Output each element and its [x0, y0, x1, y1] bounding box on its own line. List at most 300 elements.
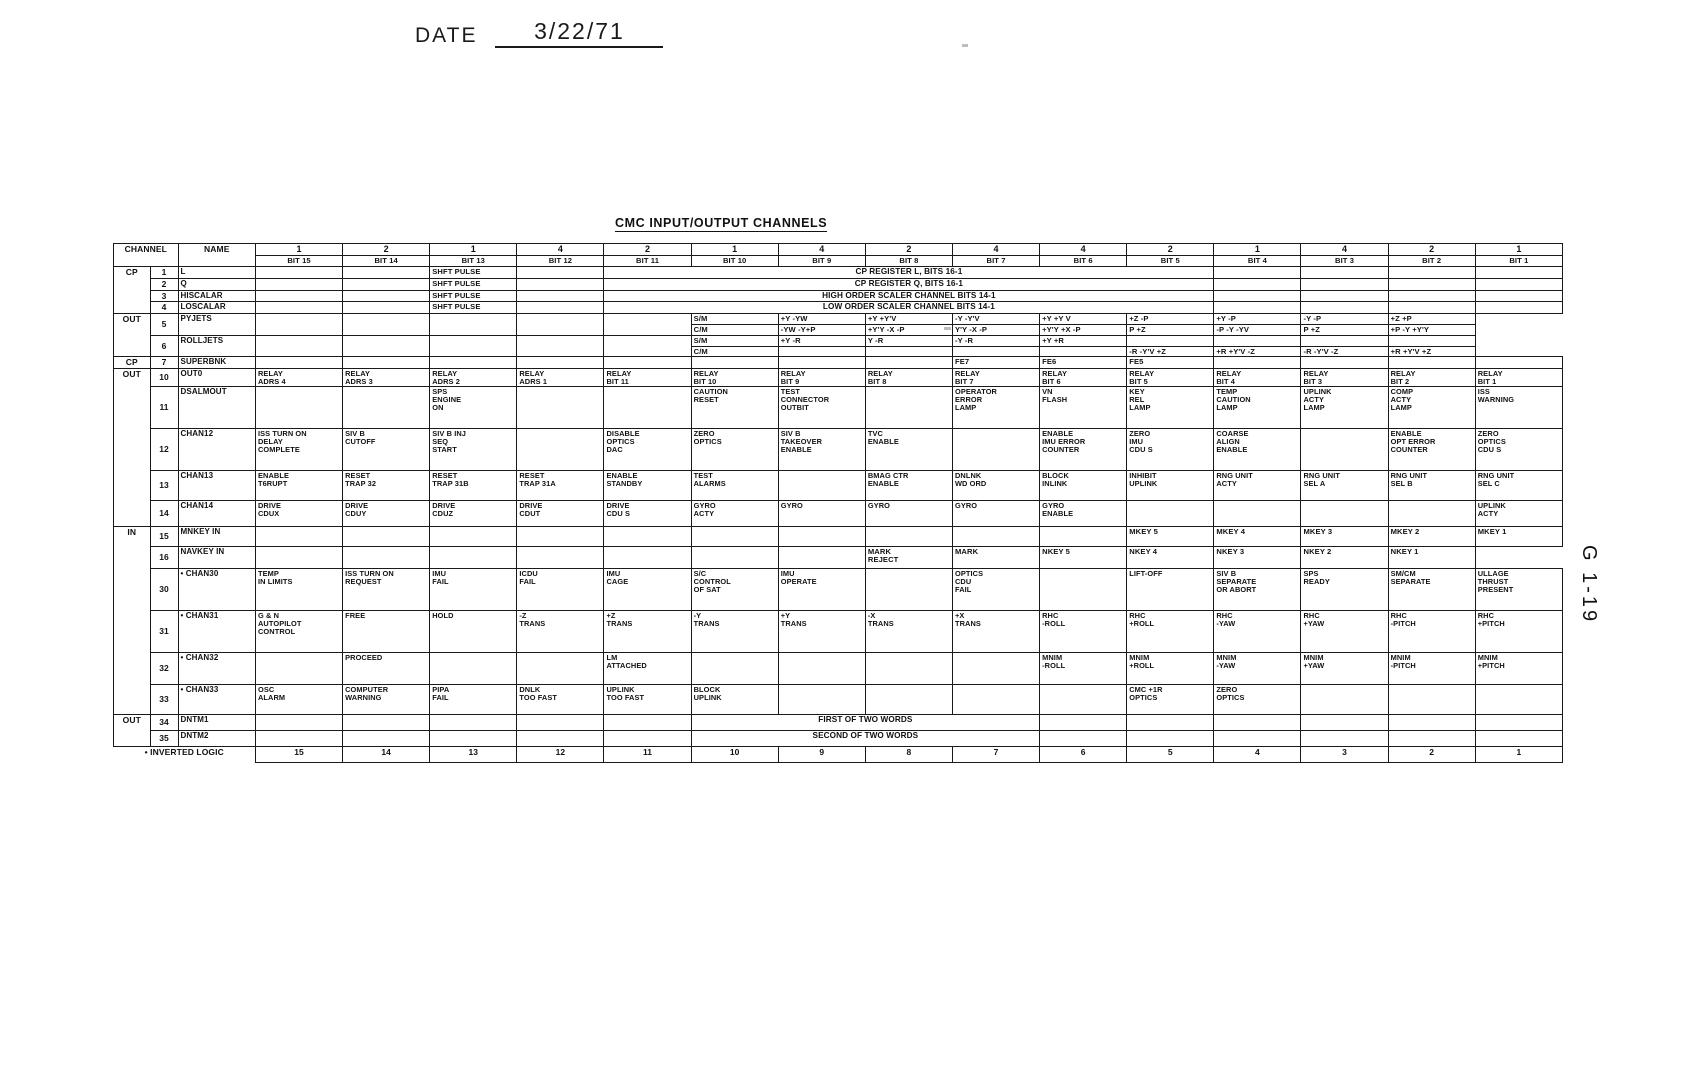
scan-speck: [944, 327, 951, 330]
cell-jet: +Y -R: [778, 335, 865, 346]
cell-empty: [517, 302, 604, 314]
cell-mnkey: [691, 527, 778, 547]
cell-dsalmout: OPERATOR ERROR LAMP: [952, 387, 1039, 429]
cell-relay: RELAY BIT 11: [604, 369, 691, 387]
cell-chan30: IMU CAGE: [604, 569, 691, 611]
footer-bit-9: 9: [778, 747, 865, 763]
cell-superbnk: [865, 357, 952, 369]
channel-name: • CHAN33: [178, 685, 255, 715]
group-label-out1: OUT: [114, 314, 151, 357]
cell-dsalmout: CAUTION RESET: [691, 387, 778, 429]
cell-empty: [343, 314, 430, 336]
channel-number: 4: [150, 302, 178, 314]
bit-label-8: BIT 8: [865, 256, 952, 267]
cell-chan14: DRIVE CDUZ: [430, 501, 517, 527]
bit-label-2: BIT 2: [1388, 256, 1475, 267]
channel-name: • CHAN30: [178, 569, 255, 611]
cell-empty: [255, 302, 342, 314]
cell-jet: +Z -P: [1127, 314, 1214, 325]
cell-navkey: [430, 547, 517, 569]
channel-name: CHAN12: [178, 429, 255, 471]
cell-empty: [1040, 731, 1127, 747]
cell-empty: [1388, 715, 1475, 731]
cell-chan13: TEST ALARMS: [691, 471, 778, 501]
cell-chan14: GYRO: [778, 501, 865, 527]
cell-chan12: ENABLE IMU ERROR COUNTER: [1040, 429, 1127, 471]
cell-chan33: [1475, 685, 1562, 715]
cell-chan30: [1040, 569, 1127, 611]
channel-number: 3: [150, 290, 178, 302]
channel-name: Q: [178, 278, 255, 290]
cell-jet: [1301, 335, 1388, 346]
cell-mnkey: MKEY 4: [1214, 527, 1301, 547]
cell-empty: [343, 335, 430, 357]
cell-jet: +Y +Y'V: [865, 314, 952, 325]
cell-empty: [1301, 290, 1388, 302]
cell-chan32: MNIM -ROLL: [1040, 653, 1127, 685]
footer-row-bit-numbers: [114, 747, 1563, 763]
cell-chan12: DISABLE OPTICS DAC: [604, 429, 691, 471]
channel-number: 14: [150, 501, 178, 527]
cell-navkey: NKEY 2: [1301, 547, 1388, 569]
scan-speck: [962, 44, 968, 47]
cell-chan31: RHC -YAW: [1214, 611, 1301, 653]
cell-jet: P +Z: [1127, 324, 1214, 335]
bit-number-13: 1: [430, 244, 517, 256]
cell-chan12: [517, 429, 604, 471]
cell-empty: [343, 302, 430, 314]
cell-chan31: -Y TRANS: [691, 611, 778, 653]
footer-bit-4: 4: [1214, 747, 1301, 763]
channel-name: SUPERBNK: [178, 357, 255, 369]
cell-jet: P +Z: [1301, 324, 1388, 335]
header-channel: CHANNEL: [114, 244, 179, 267]
channel-number: 11: [150, 387, 178, 429]
cell-chan30: ULLAGE THRUST PRESENT: [1475, 569, 1562, 611]
channel-number: 13: [150, 471, 178, 501]
table-row: [114, 278, 1563, 290]
cell-relay: RELAY ADRS 3: [343, 369, 430, 387]
cell-jet: [1388, 335, 1475, 346]
footer-bit-6: 6: [1040, 747, 1127, 763]
cell-empty: [343, 731, 430, 747]
cell-empty: [1127, 731, 1214, 747]
cell-chan33: [865, 685, 952, 715]
footer-bit-1: 1: [1475, 747, 1562, 763]
cell-dsalmout: [865, 387, 952, 429]
cell-jet: +Y +R: [1040, 335, 1127, 346]
cell-empty: [343, 278, 430, 290]
cell-empty: [430, 314, 517, 336]
cell-register-span: CP REGISTER Q, BITS 16-1: [604, 278, 1214, 290]
cell-chan30: IMU OPERATE: [778, 569, 865, 611]
cell-chan13: ENABLE T6RUPT: [255, 471, 342, 501]
cell-chan30: S/C CONTROL OF SAT: [691, 569, 778, 611]
cell-chan14: DRIVE CDU S: [604, 501, 691, 527]
channel-name: DNTM1: [178, 715, 255, 731]
group-label-cp1: CP: [114, 267, 151, 314]
cell-sim-label: S/M: [691, 314, 778, 325]
cell-empty: [343, 267, 430, 279]
cell-chan32: MNIM +ROLL: [1127, 653, 1214, 685]
cell-jet: +Y +Y V: [1040, 314, 1127, 325]
cell-jet: Y -R: [865, 335, 952, 346]
bit-label-10: BIT 10: [691, 256, 778, 267]
cell-empty: [604, 314, 691, 336]
channel-name: • CHAN31: [178, 611, 255, 653]
cell-superbnk: [1301, 357, 1388, 369]
cell-chan13: RNG UNIT ACTY: [1214, 471, 1301, 501]
cell-dsalmout: ISS WARNING: [1475, 387, 1562, 429]
cell-mnkey: [1040, 527, 1127, 547]
cell-navkey: NKEY 3: [1214, 547, 1301, 569]
cell-empty: [517, 715, 604, 731]
cell-chan13: RNG UNIT SEL C: [1475, 471, 1562, 501]
cell-mnkey: MKEY 3: [1301, 527, 1388, 547]
header-row-bit-numbers: [114, 244, 1563, 256]
cell-empty: [1214, 290, 1301, 302]
cell-downlink-word: FIRST OF TWO WORDS: [691, 715, 1040, 731]
cell-empty: [1127, 715, 1214, 731]
cell-chan14: [1388, 501, 1475, 527]
table-row: [114, 369, 1563, 387]
cell-relay: RELAY BIT 1: [1475, 369, 1562, 387]
cell-relay: RELAY BIT 8: [865, 369, 952, 387]
cell-empty: [255, 290, 342, 302]
bit-number-4: 1: [1214, 244, 1301, 256]
cell-chan14: DRIVE CDUX: [255, 501, 342, 527]
channel-name: CHAN13: [178, 471, 255, 501]
channel-number: 16: [150, 547, 178, 569]
cell-empty: [343, 715, 430, 731]
footer-bit-13: 13: [430, 747, 517, 763]
cell-chan13: [778, 471, 865, 501]
cell-shift-pulse: SHFT PULSE: [430, 290, 517, 302]
cell-chan12: TVC ENABLE: [865, 429, 952, 471]
cell-superbnk: [691, 357, 778, 369]
cell-dsalmout: UPLINK ACTY LAMP: [1301, 387, 1388, 429]
cell-jet: +Y -YW: [778, 314, 865, 325]
cell-navkey-mark-reject: MARK REJECT: [865, 547, 952, 569]
cell-empty: [1301, 267, 1388, 279]
date-value: 3/22/71: [495, 18, 663, 48]
cell-jet: -Y -R: [952, 335, 1039, 346]
cell-chan32: [517, 653, 604, 685]
cell-chan31: +X TRANS: [952, 611, 1039, 653]
cell-chan12: SIV B INJ SEQ START: [430, 429, 517, 471]
cell-jet: -Y -P: [1301, 314, 1388, 325]
channel-name: • CHAN32: [178, 653, 255, 685]
cell-chan31: RHC -PITCH: [1388, 611, 1475, 653]
footer-bit-8: 8: [865, 747, 952, 763]
bit-number-11: 2: [604, 244, 691, 256]
cell-chan31: +Z TRANS: [604, 611, 691, 653]
cell-dsalmout: TEST CONNECTOR OUTBIT: [778, 387, 865, 429]
cell-dsalmout: COMP ACTY LAMP: [1388, 387, 1475, 429]
cell-chan13: DNLNK WD ORD: [952, 471, 1039, 501]
cell-jet: -Y -Y'V: [952, 314, 1039, 325]
bit-number-6: 4: [1040, 244, 1127, 256]
cell-jet: [1214, 335, 1301, 346]
cell-navkey: [604, 547, 691, 569]
cell-empty: [1301, 715, 1388, 731]
cell-chan12: ENABLE OPT ERROR COUNTER: [1388, 429, 1475, 471]
table-row: [114, 302, 1563, 314]
cell-chan13: BLOCK INLINK: [1040, 471, 1127, 501]
channel-name: PYJETS: [178, 314, 255, 336]
cell-dsalmout: [343, 387, 430, 429]
cell-chan12: ZERO OPTICS: [691, 429, 778, 471]
cell-superbnk: [1214, 357, 1301, 369]
page-number-mark: G 1-19: [1578, 545, 1600, 625]
group-label-out3: OUT: [114, 715, 151, 747]
cell-chan31: RHC +YAW: [1301, 611, 1388, 653]
cell-jet: -R -Y'V -Z: [1301, 346, 1388, 357]
group-label-out2: OUT: [114, 369, 151, 527]
cell-navkey: NKEY 5: [1040, 547, 1127, 569]
cell-mnkey: MKEY 5: [1127, 527, 1214, 547]
cell-chan33: CMC +1R OPTICS: [1127, 685, 1214, 715]
table-row: [114, 314, 1563, 325]
cell-chan13: RESET TRAP 31A: [517, 471, 604, 501]
cell-superbnk: FE5: [1127, 357, 1214, 369]
bit-number-3: 4: [1301, 244, 1388, 256]
cell-empty: [604, 731, 691, 747]
bit-number-8: 2: [865, 244, 952, 256]
cell-chan14: [1127, 501, 1214, 527]
cell-relay: RELAY BIT 9: [778, 369, 865, 387]
channel-name: OUT0: [178, 369, 255, 387]
cell-empty: [1388, 731, 1475, 747]
cell-chan13: ENABLE STANDBY: [604, 471, 691, 501]
channel-name: LOSCALAR: [178, 302, 255, 314]
cell-relay: RELAY BIT 10: [691, 369, 778, 387]
cell-chan30: [865, 569, 952, 611]
channel-name: L: [178, 267, 255, 279]
cell-chan30: SPS READY: [1301, 569, 1388, 611]
cell-empty: [517, 267, 604, 279]
cell-empty: [1214, 731, 1301, 747]
cell-jet: -R -Y'V +Z: [1127, 346, 1214, 357]
cell-chan30: SM/CM SEPARATE: [1388, 569, 1475, 611]
cell-chan14: [1214, 501, 1301, 527]
bit-number-12: 4: [517, 244, 604, 256]
footer-bit-11: 11: [604, 747, 691, 763]
cell-superbnk: [604, 357, 691, 369]
channel-number: 10: [150, 369, 178, 387]
cell-chan32: [952, 653, 1039, 685]
cell-dsalmout: KEY REL LAMP: [1127, 387, 1214, 429]
cell-chan14: GYRO ACTY: [691, 501, 778, 527]
footer-bit-2: 2: [1388, 747, 1475, 763]
cell-empty: [1388, 267, 1475, 279]
cell-empty: [604, 715, 691, 731]
cell-chan12: [952, 429, 1039, 471]
cell-chan32: [430, 653, 517, 685]
cell-mnkey: MKEY 1: [1475, 527, 1562, 547]
cell-chan32: [778, 653, 865, 685]
cell-jet: [778, 346, 865, 357]
cell-chan33: DNLK TOO FAST: [517, 685, 604, 715]
cell-chan33: UPLINK TOO FAST: [604, 685, 691, 715]
cell-chan13: RESET TRAP 31B: [430, 471, 517, 501]
cell-empty: [255, 715, 342, 731]
cell-chan13: RESET TRAP 32: [343, 471, 430, 501]
bit-label-11: BIT 11: [604, 256, 691, 267]
bit-number-10: 1: [691, 244, 778, 256]
channel-number: 5: [150, 314, 178, 336]
bit-number-7: 4: [952, 244, 1039, 256]
cell-chan32: PROCEED: [343, 653, 430, 685]
cell-empty: [517, 731, 604, 747]
cell-superbnk: FE6: [1040, 357, 1127, 369]
bit-label-14: BIT 14: [343, 256, 430, 267]
cell-chan14: DRIVE CDUY: [343, 501, 430, 527]
cell-chan32: LM ATTACHED: [604, 653, 691, 685]
cell-relay: RELAY BIT 4: [1214, 369, 1301, 387]
cell-chan30: ISS TURN ON REQUEST: [343, 569, 430, 611]
bit-number-1: 1: [1475, 244, 1562, 256]
bit-label-5: BIT 5: [1127, 256, 1214, 267]
cell-dsalmout: [255, 387, 342, 429]
channel-number: 7: [150, 357, 178, 369]
table-row: [114, 569, 1563, 611]
date-header: [415, 18, 663, 48]
cell-chan31: G & N AUTOPILOT CONTROL: [255, 611, 342, 653]
channel-name: HISCALAR: [178, 290, 255, 302]
cell-relay: RELAY BIT 5: [1127, 369, 1214, 387]
cell-chan33: [1040, 685, 1127, 715]
channel-name: CHAN14: [178, 501, 255, 527]
bit-label-15: BIT 15: [255, 256, 342, 267]
cell-chan31: -Z TRANS: [517, 611, 604, 653]
cell-jet: +Y'Y +X -P: [1040, 324, 1127, 335]
bit-label-9: BIT 9: [778, 256, 865, 267]
bit-label-4: BIT 4: [1214, 256, 1301, 267]
cell-chan32: [865, 653, 952, 685]
cell-dsalmout: TEMP CAUTION LAMP: [1214, 387, 1301, 429]
cell-scaler-span: LOW ORDER SCALER CHANNEL BITS 14-1: [604, 302, 1214, 314]
footer-bit-14: 14: [343, 747, 430, 763]
footer-bit-5: 5: [1127, 747, 1214, 763]
cell-jet: +R +Y'V +Z: [1388, 346, 1475, 357]
cell-chan30: TEMP IN LIMITS: [255, 569, 342, 611]
cell-empty: [1214, 278, 1301, 290]
footer-bit-10: 10: [691, 747, 778, 763]
cell-navkey: NKEY 1: [1388, 547, 1475, 569]
cell-empty: [1388, 302, 1475, 314]
cell-register-span: CP REGISTER L, BITS 16-1: [604, 267, 1214, 279]
cell-dsalmout: SPS ENGINE ON: [430, 387, 517, 429]
cell-shift-pulse: SHFT PULSE: [430, 267, 517, 279]
cell-relay: RELAY ADRS 1: [517, 369, 604, 387]
cell-chan12: ZERO OPTICS CDU S: [1475, 429, 1562, 471]
cmc-channel-table: [113, 243, 1563, 763]
cell-chan12: COARSE ALIGN ENABLE: [1214, 429, 1301, 471]
cell-jet: -YW -Y+P: [778, 324, 865, 335]
cell-superbnk: [255, 357, 342, 369]
table-row: [114, 501, 1563, 527]
cell-mnkey: [343, 527, 430, 547]
table-row: [114, 685, 1563, 715]
channel-number: 2: [150, 278, 178, 290]
cell-dsalmout: [517, 387, 604, 429]
channel-name: ROLLJETS: [178, 335, 255, 357]
cell-chan13: RNG UNIT SEL A: [1301, 471, 1388, 501]
cell-mnkey: [517, 527, 604, 547]
cell-navkey: [778, 547, 865, 569]
cell-chan31: RHC -ROLL: [1040, 611, 1127, 653]
cell-empty: [255, 267, 342, 279]
cell-chan31: +Y TRANS: [778, 611, 865, 653]
cell-empty: [1301, 278, 1388, 290]
cell-mnkey: [604, 527, 691, 547]
cell-superbnk: [430, 357, 517, 369]
cell-relay: RELAY ADRS 2: [430, 369, 517, 387]
cell-chan14: GYRO: [952, 501, 1039, 527]
cell-chan14: GYRO ENABLE: [1040, 501, 1127, 527]
cell-empty: [1475, 715, 1562, 731]
cell-empty: [430, 335, 517, 357]
cell-empty: [517, 290, 604, 302]
cell-chan30: LIFT-OFF: [1127, 569, 1214, 611]
cell-empty: [430, 715, 517, 731]
bit-number-14: 2: [343, 244, 430, 256]
bit-number-5: 2: [1127, 244, 1214, 256]
cell-empty: [517, 314, 604, 336]
cell-jet: Y'Y -X -P: [952, 324, 1039, 335]
cell-navkey: [691, 547, 778, 569]
cell-chan33: [952, 685, 1039, 715]
cell-chan14: UPLINK ACTY: [1475, 501, 1562, 527]
cell-chan13: INHIBIT UPLINK: [1127, 471, 1214, 501]
cell-mnkey: [778, 527, 865, 547]
table-row: [114, 653, 1563, 685]
cell-empty: [1475, 731, 1562, 747]
cell-chan33: COMPUTER WARNING: [343, 685, 430, 715]
table-row: [114, 547, 1563, 569]
cell-chan13: RNG UNIT SEL B: [1388, 471, 1475, 501]
cell-chan30: ICDU FAIL: [517, 569, 604, 611]
channel-number: 1: [150, 267, 178, 279]
cell-jet: [952, 346, 1039, 357]
cell-jet: +R +Y'V -Z: [1214, 346, 1301, 357]
cell-empty: [1214, 715, 1301, 731]
cell-shift-pulse: SHFT PULSE: [430, 278, 517, 290]
footer-bit-12: 12: [517, 747, 604, 763]
cell-empty: [517, 335, 604, 357]
channel-number: 32: [150, 653, 178, 685]
cell-navkey: [343, 547, 430, 569]
cell-cm-label: C/M: [691, 346, 778, 357]
table-row: [114, 290, 1563, 302]
cell-chan12: ISS TURN ON DELAY COMPLETE: [255, 429, 342, 471]
cell-jet: +Y'Y -X -P: [865, 324, 952, 335]
cell-jet: [1127, 335, 1214, 346]
cell-empty: [1301, 302, 1388, 314]
cell-chan32: MNIM +PITCH: [1475, 653, 1562, 685]
cell-superbnk: FE7: [952, 357, 1039, 369]
table-row: [114, 335, 1563, 346]
cell-empty: [255, 335, 342, 357]
cell-chan31: -X TRANS: [865, 611, 952, 653]
cell-jet: [865, 346, 952, 357]
table-row: [114, 471, 1563, 501]
footer-bit-7: 7: [952, 747, 1039, 763]
cell-empty: [517, 278, 604, 290]
cell-empty: [255, 731, 342, 747]
cell-empty: [1388, 278, 1475, 290]
